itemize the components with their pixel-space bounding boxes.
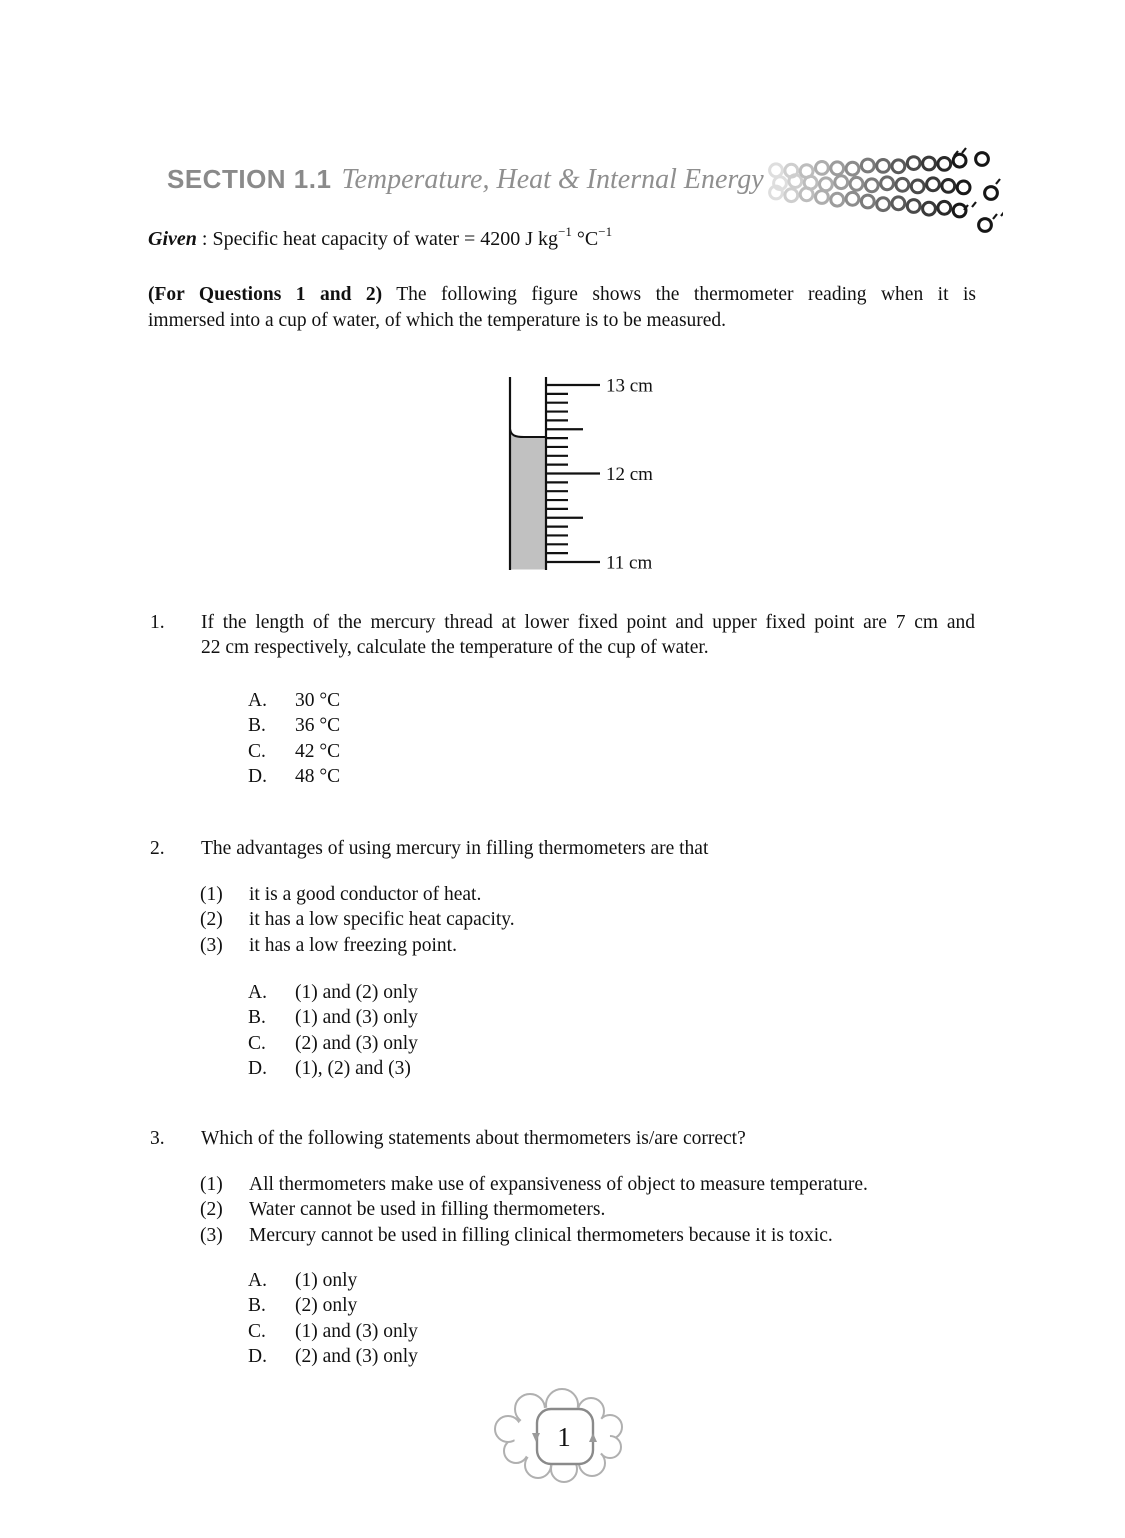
bubble-grid <box>770 154 970 217</box>
option-text: 48 °C <box>295 765 341 787</box>
question-1-text <box>201 610 975 661</box>
option-row <box>248 688 340 713</box>
option-text: (1) and (3) only <box>295 1320 418 1342</box>
option-letter: C. <box>248 740 266 762</box>
option-letter: B. <box>248 1007 266 1029</box>
statement-text: All thermometers make use of expansiveness of object to measure temperature. <box>249 1174 868 1195</box>
statement-number: (2) <box>200 1199 223 1221</box>
option-row <box>248 713 340 738</box>
statement-text: Water cannot be used in filling thermometers. <box>249 1199 606 1221</box>
given-body: Specific heat capacity of water = 4200 J kg <box>212 228 559 250</box>
option-letter: A. <box>248 982 267 1003</box>
statement-row <box>200 1197 868 1222</box>
statement-row <box>200 882 515 907</box>
statement-number: (1) <box>200 884 223 905</box>
option-letter: D. <box>248 765 267 787</box>
given-separator: : <box>196 228 213 250</box>
option-text: (1) only <box>295 1270 358 1291</box>
intro-paragraph <box>148 282 976 333</box>
question-2-text: The advantages of using mercury in filling thermometers are that <box>201 838 709 859</box>
given-sup2: −1 <box>598 224 613 240</box>
statement-text: it has a low specific heat capacity. <box>249 909 515 931</box>
intro-line1 <box>148 282 976 308</box>
question-2-statements <box>200 882 515 958</box>
bubbles-decoration-icon <box>768 146 1003 241</box>
bubble-extras <box>976 153 998 232</box>
option-row <box>248 1005 418 1030</box>
option-letter: D. <box>248 1057 267 1079</box>
question-3-statements <box>200 1172 868 1248</box>
option-row <box>248 1056 418 1081</box>
intro-bold: (For Questions 1 and 2) <box>148 284 383 305</box>
option-text: 42 °C <box>295 740 341 762</box>
option-text: (2) and (3) only <box>295 1345 418 1367</box>
given-sup1: −1 <box>558 224 572 240</box>
statement-number: (3) <box>200 934 223 956</box>
bubble-dashes <box>954 148 1003 219</box>
option-row <box>248 739 340 764</box>
statement-text: it has a low freezing point. <box>249 934 457 956</box>
given-unit2: °C <box>571 228 599 250</box>
question-1-line2: 22 cm respectively, calculate the temperature of the cup of water. <box>201 637 709 659</box>
statement-row <box>200 907 515 932</box>
statement-number: (2) <box>200 909 223 931</box>
option-letter: A. <box>248 690 267 711</box>
statement-number: (3) <box>200 1224 223 1246</box>
option-letter: C. <box>248 1032 266 1054</box>
thermometer-figure <box>500 368 700 578</box>
page-number: 1 <box>557 1422 571 1452</box>
section-title: Temperature, Heat & Internal Energy <box>341 164 764 195</box>
option-text: 36 °C <box>295 715 341 737</box>
option-letter: B. <box>248 1295 266 1317</box>
option-text: 30 °C <box>295 690 341 711</box>
question-3-text: Which of the following statements about thermometers is/are correct? <box>201 1128 746 1149</box>
section-label: SECTION 1.1 <box>167 164 332 194</box>
statement-text: Mercury cannot be used in filling clinical thermometers because it is toxic. <box>249 1224 833 1246</box>
statement-text: it is a good conductor of heat. <box>249 884 482 905</box>
given-line <box>148 224 613 251</box>
question-3-number: 3. <box>150 1128 165 1149</box>
option-row <box>248 1344 418 1369</box>
option-text: (2) and (3) only <box>295 1032 418 1054</box>
option-text: (1) and (2) only <box>295 982 418 1003</box>
statement-row <box>200 1172 868 1197</box>
statement-number: (1) <box>200 1174 223 1195</box>
given-label: Given <box>148 228 197 250</box>
statement-row <box>200 1223 868 1248</box>
option-letter: D. <box>248 1345 267 1367</box>
section-header <box>167 164 764 196</box>
ruler-ticks <box>546 385 600 562</box>
option-text: (1) and (3) only <box>295 1007 418 1029</box>
option-letter: C. <box>248 1320 266 1342</box>
mercury-column <box>511 431 545 570</box>
question-1-options <box>248 688 340 789</box>
option-row <box>248 1031 418 1056</box>
intro-line1-rest: The following figure shows the thermometer reading when it is <box>382 284 976 305</box>
tick-label-11cm: 11 cm <box>606 552 653 574</box>
statement-row <box>200 933 515 958</box>
option-row <box>248 1293 418 1318</box>
intro-line2: immersed into a cup of water, of which the temperature is to be measured. <box>148 309 727 331</box>
question-1-line1: If the length of the mercury thread at lower fixed point and upper fixed point are 7 cm and <box>201 612 975 633</box>
option-letter: A. <box>248 1270 267 1291</box>
option-text: (1), (2) and (3) <box>295 1057 411 1079</box>
tick-label-12cm: 12 cm <box>606 464 653 485</box>
tick-label-13cm: 13 cm <box>606 375 653 397</box>
option-text: (2) only <box>295 1295 358 1317</box>
mercury-meniscus <box>510 430 546 438</box>
question-3-options <box>248 1268 418 1369</box>
option-row <box>248 1268 418 1293</box>
option-row <box>248 764 340 789</box>
question-1-number: 1. <box>150 612 165 633</box>
question-2-number: 2. <box>150 838 165 859</box>
option-letter: B. <box>248 715 266 737</box>
option-row <box>248 1319 418 1344</box>
page-number-cloud <box>488 1383 648 1493</box>
option-row <box>248 980 418 1005</box>
question-2-options <box>248 980 418 1081</box>
